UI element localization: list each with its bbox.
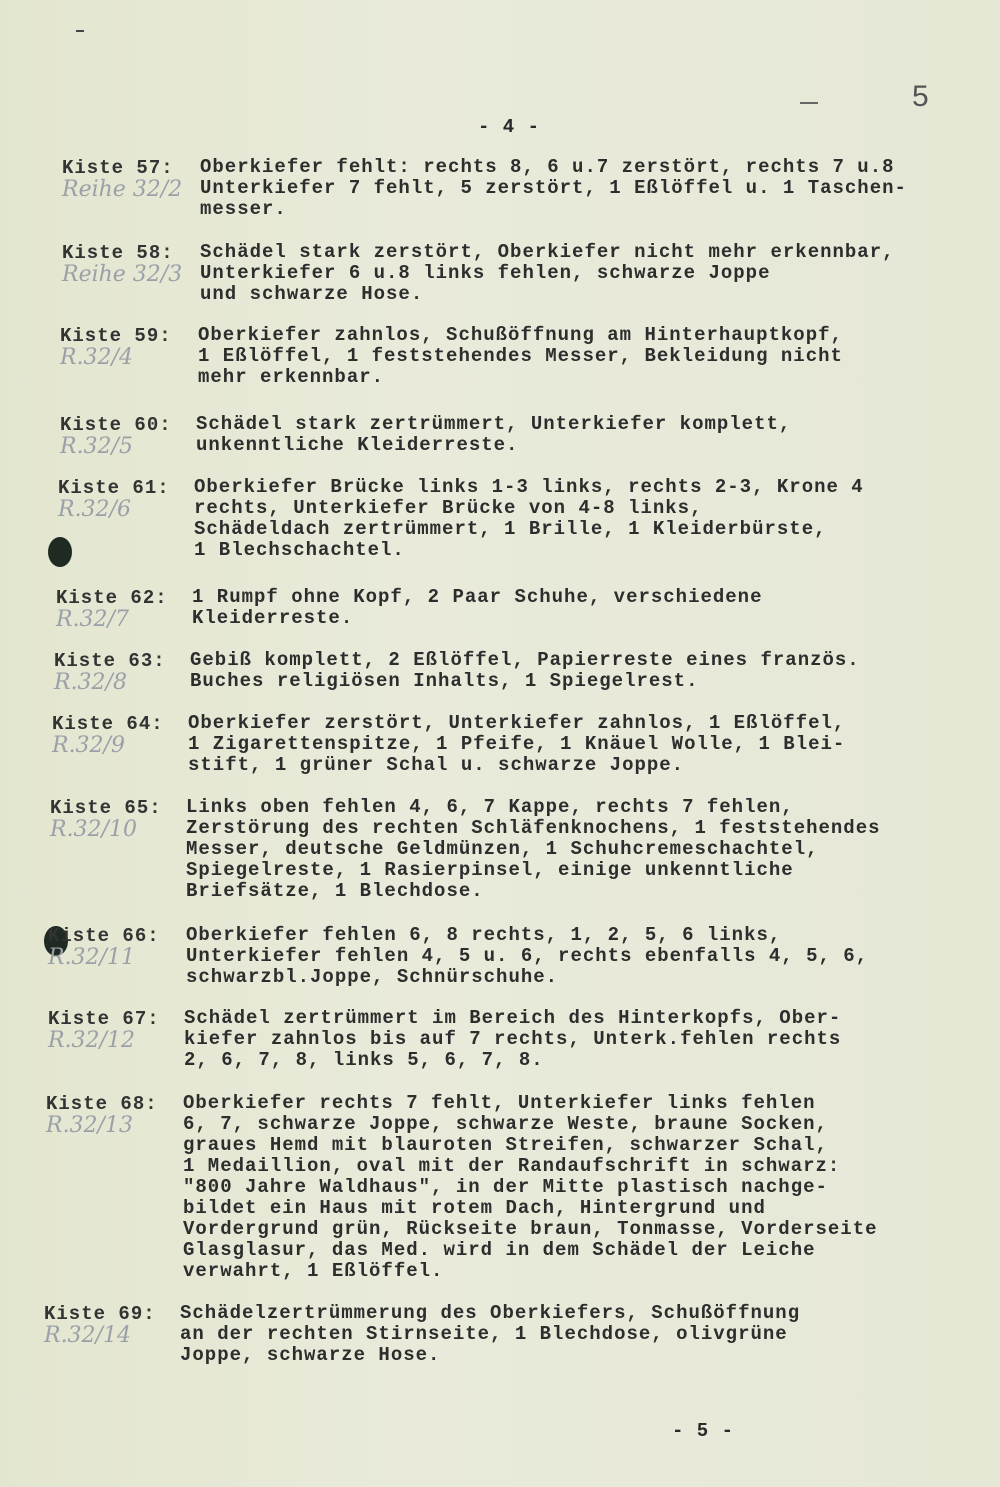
handwritten-note: R.32/7	[56, 607, 129, 632]
entry-label: Kiste 64:	[52, 713, 164, 735]
entry-line: Schädel zertrümmert im Bereich des Hinterkopfs, Ober-	[184, 1007, 842, 1029]
entry-label: Kiste 68:	[46, 1093, 158, 1115]
entry-line: rechts, Unterkiefer Brücke von 4-8 links,	[194, 497, 703, 519]
entry-label: Kiste 57:	[62, 157, 174, 179]
entry-line: Links oben fehlen 4, 6, 7 Kappe, rechts 7 fehlen,	[186, 796, 794, 818]
entry-line: 1 Blechschachtel.	[194, 539, 405, 561]
entry-line: 1 Zigarettenspitze, 1 Pfeife, 1 Knäuel Wolle, 1 Blei-	[188, 733, 846, 755]
handwritten-note: R.32/5	[60, 434, 133, 459]
entry-text	[188, 713, 845, 776]
entry-line: Spiegelreste, 1 Rasierpinsel, einige unkenntliche	[186, 859, 794, 881]
entry-line: Oberkiefer fehlt: rechts 8, 6 u.7 zerstört, rechts 7 u.8	[200, 156, 895, 178]
entry-text	[186, 925, 868, 988]
entry-line: Messer, deutsche Geldmünzen, 1 Schuhcremeschachtel,	[186, 838, 819, 860]
entry-text	[198, 325, 843, 388]
entry-line: Glasglasur, das Med. wird in dem Schädel der Leiche	[183, 1239, 816, 1261]
next-page-marker: - 5 -	[672, 1420, 735, 1442]
handwritten-note: R.32/8	[54, 670, 127, 695]
handwritten-note: R.32/10	[50, 817, 137, 842]
handwritten-note: R.32/13	[46, 1113, 133, 1138]
entry-label: Kiste 59:	[60, 325, 172, 347]
entry-label: Kiste 63:	[54, 650, 166, 672]
pencil-dash	[800, 102, 818, 104]
entry-label: Kiste 62:	[56, 587, 168, 609]
page-marker: - 4 -	[478, 116, 541, 138]
entry-line: Gebiß komplett, 2 Eßlöffel, Papierreste eines französ.	[190, 649, 860, 671]
entry-line: Zerstörung des rechten Schläfenknochens, 1 feststehendes	[186, 817, 881, 839]
entry-line: 6, 7, schwarze Joppe, schwarze Weste, braune Socken,	[183, 1113, 828, 1135]
entry-label: Kiste 69:	[44, 1303, 156, 1325]
entry-text	[190, 650, 860, 692]
entry-label: Kiste 61:	[58, 477, 170, 499]
entry-line: Schädel stark zerstört, Oberkiefer nicht mehr erkennbar,	[200, 241, 895, 263]
corner-page-number: 5	[912, 80, 929, 113]
entry-line: Unterkiefer 6 u.8 links fehlen, schwarze Joppe	[200, 262, 771, 284]
entry-line: messer.	[200, 198, 287, 220]
entry-line: 1 Rumpf ohne Kopf, 2 Paar Schuhe, verschiedene	[192, 586, 763, 608]
entry-line: bildet ein Haus mit rotem Dach, Hintergrund und	[183, 1197, 766, 1219]
entry-line: Schädel stark zertrümmert, Unterkiefer komplett,	[196, 413, 792, 435]
entry-line: Oberkiefer Brücke links 1-3 links, rechts 2-3, Krone 4	[194, 476, 864, 498]
entry-line: verwahrt, 1 Eßlöffel.	[183, 1260, 444, 1282]
entry-line: Schädeldach zertrümmert, 1 Brille, 1 Kleiderbürste,	[194, 518, 827, 540]
handwritten-note: Reihe 32/2	[62, 177, 183, 202]
entry-line: Unterkiefer 7 fehlt, 5 zerstört, 1 Eßlöffel u. 1 Taschen-	[200, 177, 907, 199]
entry-line: Oberkiefer fehlen 6, 8 rechts, 1, 2, 5, 6 links,	[186, 924, 782, 946]
entry-line: graues Hemd mit blauroten Streifen, schwarzer Schal,	[183, 1134, 828, 1156]
entry-text	[184, 1008, 841, 1071]
entry-line: Oberkiefer rechts 7 fehlt, Unterkiefer links fehlen	[183, 1092, 816, 1114]
scan-mark	[76, 30, 84, 32]
handwritten-note: R.32/12	[48, 1028, 135, 1053]
entry-line: Unterkiefer fehlen 4, 5 u. 6, rechts ebenfalls 4, 5, 6,	[186, 945, 869, 967]
entry-line: Briefsätze, 1 Blechdose.	[186, 880, 484, 902]
entry-line: Kleiderreste.	[192, 607, 354, 629]
entry-label: Kiste 67:	[48, 1008, 160, 1030]
entry-line: Oberkiefer zahnlos, Schußöffnung am Hinterhauptkopf,	[198, 324, 843, 346]
entry-line: stift, 1 grüner Schal u. schwarze Joppe.	[188, 754, 685, 776]
entry-line: 1 Medaillion, oval mit der Randaufschrift in schwarz:	[183, 1155, 841, 1177]
entry-line: Oberkiefer zerstört, Unterkiefer zahnlos, 1 Eßlöffel,	[188, 712, 846, 734]
handwritten-note: R.32/6	[58, 497, 131, 522]
handwritten-note: R.32/14	[44, 1323, 131, 1348]
entry-label: Kiste 66:	[48, 925, 160, 947]
entry-line: Vordergrund grün, Rückseite braun, Tonmasse, Vorderseite	[183, 1218, 878, 1240]
punch-hole	[48, 537, 72, 567]
entry-line: kiefer zahnlos bis auf 7 rechts, Unterk.fehlen rechts	[184, 1028, 842, 1050]
handwritten-note: R.32/9	[52, 733, 125, 758]
entry-text	[180, 1303, 800, 1366]
entry-label: Kiste 65:	[50, 797, 162, 819]
entry-label: Kiste 60:	[60, 414, 172, 436]
entry-line: Schädelzertrümmerung des Oberkiefers, Schußöffnung	[180, 1302, 801, 1324]
entry-line: mehr erkennbar.	[198, 366, 385, 388]
entry-text	[183, 1093, 878, 1282]
entry-text	[186, 797, 881, 902]
entry-text	[194, 477, 864, 561]
entry-label: Kiste 58:	[62, 242, 174, 264]
entry-line: 1 Eßlöffel, 1 feststehendes Messer, Bekleidung nicht	[198, 345, 843, 367]
handwritten-note: R.32/4	[60, 345, 133, 370]
entry-line: Joppe, schwarze Hose.	[180, 1344, 441, 1366]
entry-text	[200, 157, 907, 220]
entry-line: 2, 6, 7, 8, links 5, 6, 7, 8.	[184, 1049, 544, 1071]
entry-line: "800 Jahre Waldhaus", in der Mitte plastisch nachge-	[183, 1176, 828, 1198]
entry-line: an der rechten Stirnseite, 1 Blechdose, olivgrüne	[180, 1323, 788, 1345]
entry-line: schwarzbl.Joppe, Schnürschuhe.	[186, 966, 559, 988]
entry-text	[192, 587, 763, 629]
entry-text	[200, 242, 895, 305]
handwritten-note: Reihe 32/3	[62, 262, 183, 287]
entry-line: Buches religiösen Inhalts, 1 Spiegelrest.	[190, 670, 699, 692]
entry-line: unkenntliche Kleiderreste.	[196, 434, 519, 456]
entry-text	[196, 414, 791, 456]
entry-line: und schwarze Hose.	[200, 283, 424, 305]
handwritten-note: R.32/11	[48, 945, 135, 970]
